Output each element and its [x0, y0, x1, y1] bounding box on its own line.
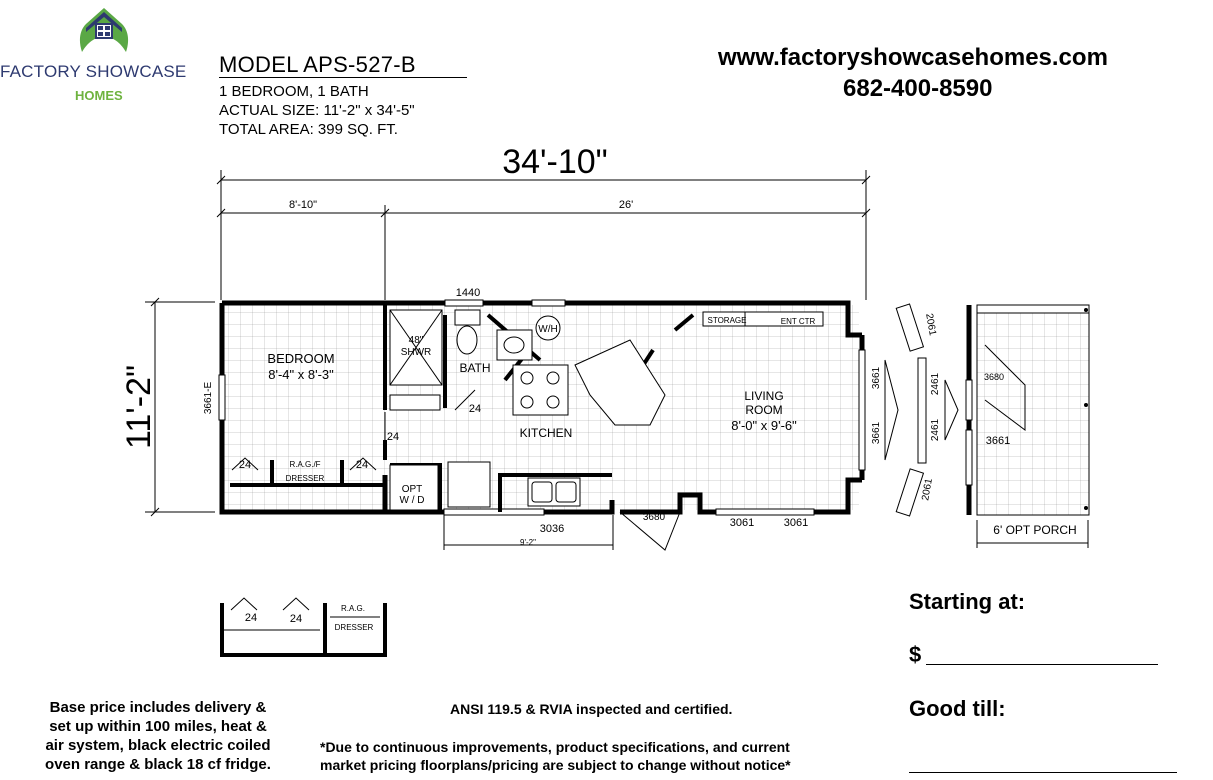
- logo-name: FACTORY SHOWCASE: [0, 62, 187, 81]
- disclaimer-line-1: *Due to continuous improvements, product specifications, and current: [320, 739, 790, 755]
- window-3661-b: 3661: [871, 421, 882, 445]
- door-24-hall: 24: [386, 431, 400, 443]
- window-3036-label: 3036: [539, 523, 565, 535]
- dim-left-section: 8'-10": [288, 199, 318, 211]
- bay-2461-a: 2461: [930, 372, 941, 396]
- model-bedbath: 1 BEDROOM, 1 BATH: [219, 83, 369, 100]
- storage-label: STORAGE: [707, 316, 747, 325]
- porch-3680-label: 3680: [983, 372, 1005, 382]
- living-label-2: ROOM: [745, 403, 783, 417]
- good-till-blank-line: [909, 772, 1177, 773]
- porch-detail: [966, 305, 1089, 515]
- wh-label: W/H: [538, 324, 558, 335]
- window-3661e-label: 3661-E: [203, 381, 214, 415]
- overall-width-dim: 11'-2": [120, 364, 158, 450]
- alt-rag-label: R.A.G.: [340, 604, 366, 613]
- range: [513, 365, 568, 415]
- window-3061-b: 3061: [783, 517, 809, 529]
- good-till-label: Good till:: [909, 696, 1006, 721]
- opt-wd-label: OPT: [401, 484, 423, 495]
- alt-door-24-b: 24: [289, 613, 303, 625]
- window-1440-label: 1440: [455, 287, 481, 299]
- base-price-line-3: air system, black electric coiled: [45, 737, 271, 754]
- dresser-label: DRESSER: [285, 474, 325, 483]
- alt-door-24-a: 24: [244, 612, 258, 624]
- opt-wd-label-2: W / D: [399, 495, 425, 506]
- kitchen-label: KITCHEN: [519, 426, 573, 440]
- living-size: 8'-0" x 9'-6": [731, 418, 797, 433]
- bath-label: BATH: [459, 361, 491, 375]
- shower-size: 48": [408, 335, 424, 346]
- model-actual-size: ACTUAL SIZE: 11'-2" x 34'-5": [219, 102, 415, 119]
- toilet-bowl: [457, 326, 477, 354]
- base-price-note: [14, 698, 302, 774]
- overall-length-dim: 34'-10": [502, 143, 608, 181]
- website-link[interactable]: www.factoryshowcasehomes.com: [718, 44, 1108, 71]
- ansi-certification: ANSI 119.5 & RVIA inspected and certified.: [450, 701, 733, 717]
- door-24-closet-1: 24: [238, 459, 252, 471]
- bay-2061-b: 2061: [920, 477, 935, 502]
- phone-number[interactable]: 682-400-8590: [843, 75, 993, 102]
- dim-9-2-label: 9'-2": [520, 538, 536, 547]
- model-total-area: TOTAL AREA: 399 SQ. FT.: [219, 121, 398, 138]
- shower-label: SHWR: [400, 347, 432, 358]
- base-price-line-2: set up within 100 miles, heat &: [49, 718, 267, 735]
- window-3061-a: 3061: [729, 517, 755, 529]
- dollar-sign: $: [909, 642, 922, 667]
- toilet-tank: [455, 310, 480, 325]
- fridge: [448, 462, 490, 507]
- bedroom-label: BEDROOM: [267, 351, 335, 366]
- rag-label: R.A.G./F: [289, 460, 321, 469]
- door-24-closet-2: 24: [355, 459, 369, 471]
- base-price-line-1: Base price includes delivery &: [49, 699, 267, 716]
- closet-shelf: [390, 395, 440, 410]
- ent-ctr-label: ENT CTR: [780, 317, 816, 326]
- porch-3661-label: 3661: [985, 435, 1011, 447]
- model-title: MODEL APS-527-B: [219, 52, 416, 77]
- window-3661-a: 3661: [871, 366, 882, 390]
- disclaimer-line-2: market pricing floorplans/pricing are subject to change without notice*: [320, 757, 791, 773]
- price-blank-line: [926, 664, 1158, 665]
- porch-label: 6' OPT PORCH: [993, 523, 1077, 537]
- bay-2061-a: 2061: [923, 312, 938, 337]
- starting-at-label: Starting at:: [909, 589, 1026, 614]
- bay-window-detail: [885, 304, 958, 516]
- door-24-bath: 24: [468, 403, 482, 415]
- dim-right-section: 26': [618, 199, 634, 211]
- living-label: LIVING: [744, 389, 784, 403]
- door-3680-label: 3680: [642, 512, 666, 523]
- bedroom-size: 8'-4" x 8'-3": [268, 367, 334, 382]
- bay-2461-b: 2461: [930, 418, 941, 442]
- logo-subtitle: HOMES: [75, 88, 123, 103]
- base-price-line-4: oven range & black 18 cf fridge.: [45, 756, 271, 773]
- alt-dresser-label: DRESSER: [334, 623, 374, 632]
